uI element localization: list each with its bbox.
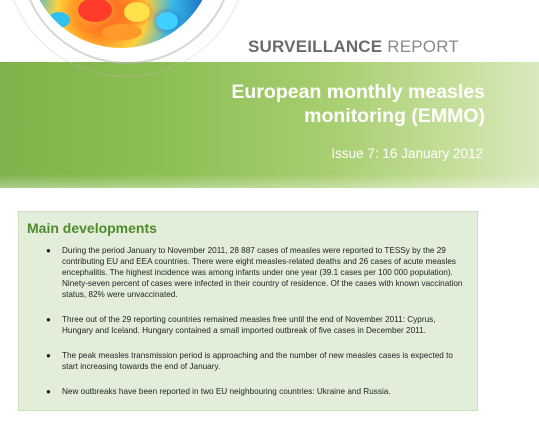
report-type-label	[248, 37, 459, 57]
list-item-text: Three out of the 29 reporting countries remained measles free until the end of November 2011: Cyprus, Hungary and Iceland. Hungary contained a small imported outbreak of five cases in December 2011.	[62, 315, 436, 335]
header-band-fade	[0, 174, 539, 188]
list-item	[19, 314, 479, 336]
virus-particle	[156, 12, 178, 30]
list-item-text: During the period January to November 2011, 28 887 cases of measles were reported to TESSy by the 29 contributing EU and EEA countries. There were eight measles-related deaths and 26 cases of acute measles encephalitis. The highest incidence was among infants under one year (39.1 cases per 100 000 population). Ninety-seven percent of cases were infected in their country of residence. Of the cases with known vaccination status, 82% were unvaccinated.	[62, 246, 463, 299]
report-header	[0, 0, 539, 190]
report-title: European monthly measles monitoring (EMMO)	[231, 81, 485, 127]
bullet-icon: ●	[46, 315, 51, 324]
main-developments-list	[19, 245, 479, 411]
report-type-light: REPORT	[382, 37, 459, 56]
bullet-icon: ●	[46, 351, 51, 360]
bullet-icon: ●	[46, 246, 51, 255]
list-item	[19, 386, 479, 397]
issue-date: Issue 7: 16 January 2012	[331, 146, 483, 161]
main-developments-box	[18, 211, 478, 411]
list-item	[19, 245, 479, 300]
list-item	[19, 350, 479, 372]
virus-particle	[102, 24, 142, 40]
bullet-icon: ●	[46, 387, 51, 396]
main-developments-heading: Main developments	[27, 220, 157, 236]
virus-particle	[48, 12, 70, 28]
list-item-text: New outbreaks have been reported in two EU neighbouring countries: Ukraine and Russia.	[62, 387, 391, 396]
report-type-strong: SURVEILLANCE	[248, 37, 383, 56]
list-item-text: The peak measles transmission period is approaching and the number of new measles cases is expected to start increasing towards the end of January.	[62, 351, 453, 371]
virus-particle	[124, 2, 150, 22]
virus-particle	[78, 0, 112, 22]
